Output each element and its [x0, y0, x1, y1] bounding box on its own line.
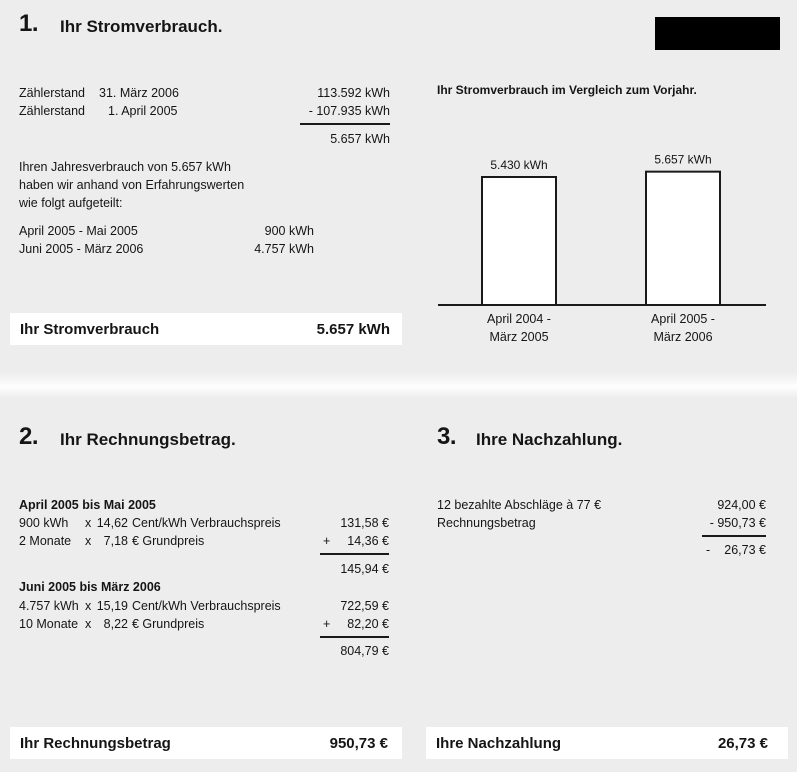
row-amount: 131,58 € — [340, 516, 389, 530]
block-header: Juni 2005 bis März 2006 — [19, 580, 161, 594]
sum-rule — [702, 535, 766, 537]
section2-number: 2. — [19, 423, 39, 450]
meter-date: 1. April 2005 — [108, 104, 178, 118]
payment-label: Rechnungsbetrag — [437, 516, 536, 530]
bar-data-label: 5.657 kWh — [654, 152, 712, 167]
row-desc: € Grundpreis — [132, 534, 205, 548]
category-label: März 2006 — [653, 330, 713, 344]
summary-label: Ihre Nachzahlung — [436, 735, 562, 752]
row-amount: 722,59 € — [340, 599, 389, 613]
section3-number: 3. — [437, 423, 457, 450]
payment-label: 12 bezahlte Abschläge à 77 € — [437, 498, 602, 512]
row-qty: 2 Monate — [19, 534, 72, 548]
consumption-chart — [420, 140, 790, 355]
row-desc: Cent/kWh Verbrauchspreis — [132, 516, 281, 530]
summary-value: 950,73 € — [329, 735, 388, 752]
summary-value: 26,73 € — [717, 735, 768, 752]
row-desc: € Grundpreis — [132, 617, 205, 631]
row-price: 14,62 — [96, 516, 128, 530]
meter-diff: 5.657 kWh — [330, 132, 390, 146]
summary-label: Ihr Stromverbrauch — [20, 321, 160, 338]
sum-rule — [300, 123, 390, 125]
meter-date: 31. März 2006 — [99, 86, 179, 100]
info-text-line: haben wir anhand von Erfahrungswerten — [19, 178, 245, 192]
payment-value: 924,00 € — [717, 498, 766, 512]
result-op: - — [706, 543, 711, 557]
block-header: April 2005 bis Mai 2005 — [19, 498, 156, 512]
summary-invoice — [10, 727, 402, 759]
section1-title: Ihr Stromverbrauch. — [60, 17, 223, 36]
bar-data-label: 5.430 kWh — [490, 158, 548, 173]
row-qty: 900 kWh — [19, 516, 69, 530]
bar-1 — [482, 177, 556, 305]
section2-title: Ihr Rechnungsbetrag. — [60, 430, 236, 449]
result-value: 26,73 € — [724, 543, 766, 557]
sum-rule — [320, 636, 389, 638]
row-mult: x — [85, 617, 92, 631]
category-label: März 2005 — [489, 330, 549, 344]
summary-consumption — [10, 313, 402, 345]
paper-fold — [0, 372, 797, 398]
category-label: April 2005 - — [651, 312, 715, 326]
chart-title: Ihr Stromverbrauch im Vergleich zum Vorjahr. — [437, 83, 697, 97]
info-text-line: wie folgt aufgeteilt: — [19, 196, 123, 210]
row-price: 15,19 — [96, 599, 128, 613]
row-amount: 14,36 € — [347, 534, 389, 548]
meter-label: Zählerstand — [19, 86, 86, 100]
category-label: April 2004 - — [487, 312, 551, 326]
info-text-line: Ihren Jahresverbrauch von 5.657 kWh — [19, 160, 231, 174]
row-price: 7,18 — [103, 534, 128, 548]
period-value: 4.757 kWh — [254, 242, 314, 256]
section3-title: Ihre Nachzahlung. — [476, 430, 623, 449]
block-total: 145,94 € — [340, 562, 389, 576]
bar-2 — [646, 172, 720, 305]
row-mult: x — [85, 534, 92, 548]
row-op: + — [323, 534, 331, 548]
meter-value: 113.592 kWh — [317, 86, 390, 100]
row-amount: 82,20 € — [347, 617, 389, 631]
meter-label: Zählerstand — [19, 104, 86, 118]
row-qty: 4.757 kWh — [19, 599, 79, 613]
period-label: Juni 2005 - März 2006 — [19, 242, 144, 256]
sum-rule — [320, 553, 389, 555]
row-mult: x — [85, 599, 92, 613]
redacted-block — [655, 17, 780, 50]
row-price: 8,22 — [103, 617, 128, 631]
meter-value: - 107.935 kWh — [308, 104, 390, 118]
summary-payment — [426, 727, 788, 759]
row-qty: 10 Monate — [19, 617, 79, 631]
period-value: 900 kWh — [264, 224, 314, 238]
row-desc: Cent/kWh Verbrauchspreis — [132, 599, 281, 613]
payment-value: - 950,73 € — [709, 516, 766, 530]
block-total: 804,79 € — [340, 644, 389, 658]
summary-value: 5.657 kWh — [316, 321, 390, 338]
period-label: April 2005 - Mai 2005 — [19, 224, 138, 238]
row-mult: x — [85, 516, 92, 530]
section1-number: 1. — [19, 10, 39, 37]
row-op: + — [323, 617, 331, 631]
summary-label: Ihr Rechnungsbetrag — [20, 735, 171, 752]
